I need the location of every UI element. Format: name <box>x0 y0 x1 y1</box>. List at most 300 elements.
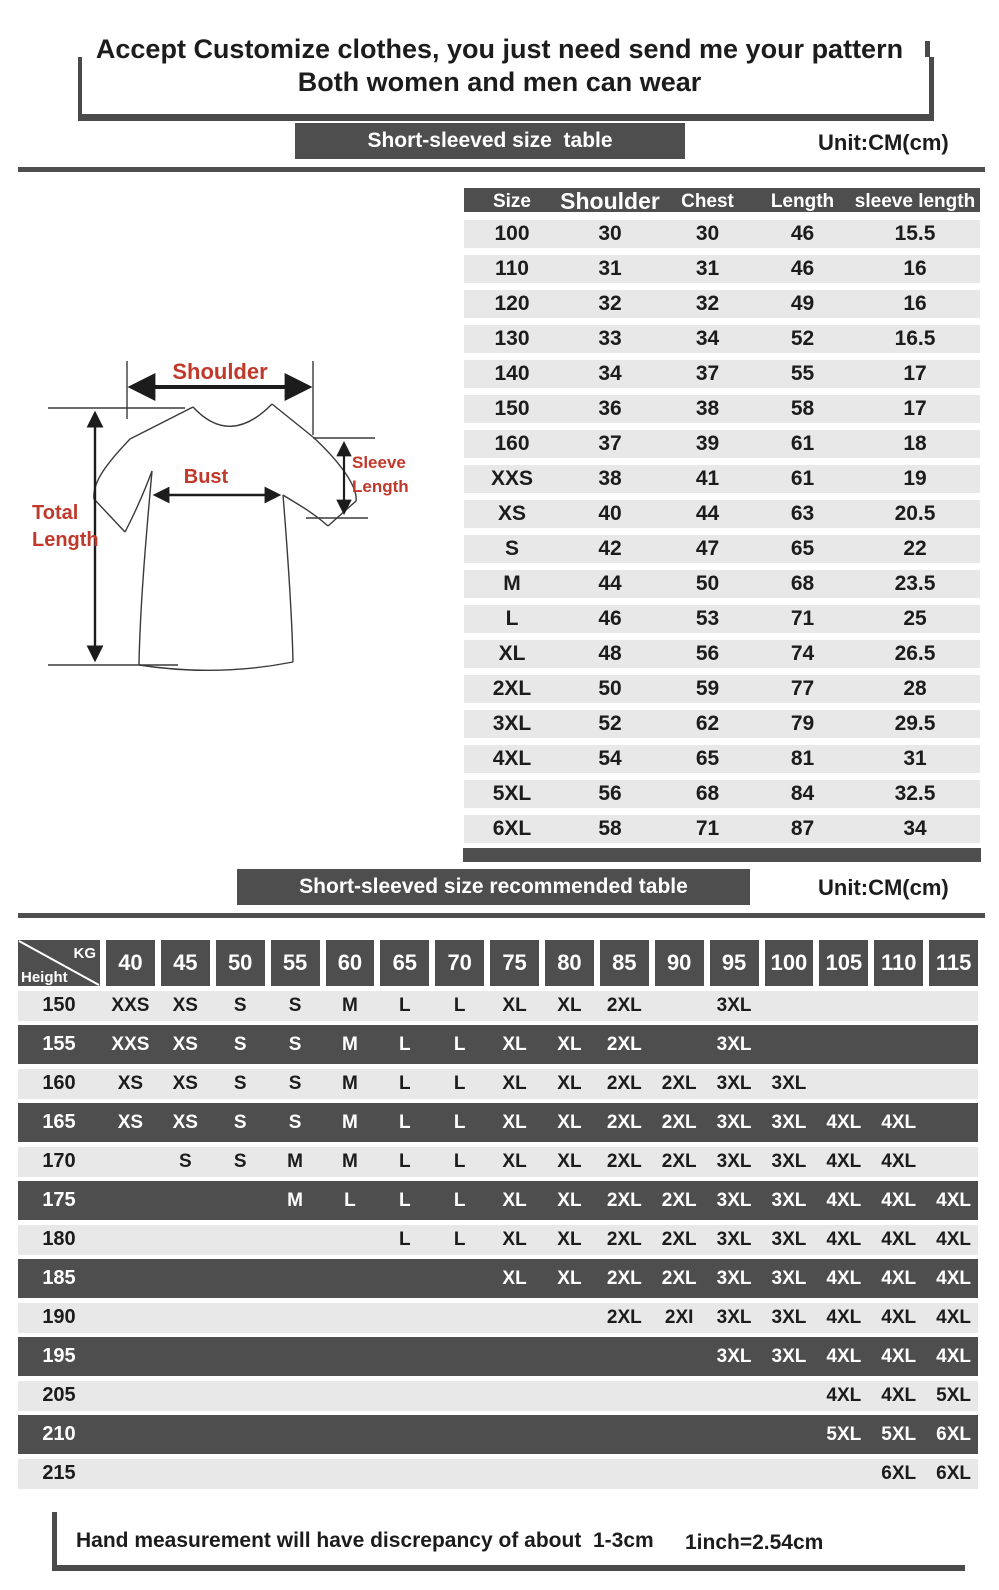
size-table-row <box>464 745 980 773</box>
size-table-cell: 52 <box>598 712 622 735</box>
recommend-table-row-grid <box>18 1147 978 1177</box>
recommend-size-cell: L <box>453 1111 466 1133</box>
recommend-table-row-grid <box>18 1025 978 1064</box>
weight-header-cell: 40 <box>106 940 155 986</box>
recommend-size-cell: XS <box>117 1072 144 1094</box>
size-table-cell: 44 <box>598 572 622 595</box>
kg-height-corner-cell <box>18 940 100 986</box>
recommend-size-cell: 2XL <box>661 1228 697 1250</box>
recommend-size-cell: 3XL <box>771 1150 807 1172</box>
recommend-size-cell: 3XL <box>716 1228 752 1250</box>
size-table-cell: 31 <box>598 257 622 280</box>
recommend-table-row <box>18 1415 978 1454</box>
recommend-table-row <box>18 1381 978 1411</box>
recommend-size-cell: XL <box>557 1189 582 1211</box>
total-length-label-1: Total <box>32 502 79 524</box>
recommend-size-cell: 4XL <box>826 1228 862 1250</box>
recommend-size-cell: 2XL <box>606 1306 642 1328</box>
size-table-row <box>464 290 980 318</box>
size-table-row <box>464 465 980 493</box>
recommend-table-row-grid <box>18 1069 978 1099</box>
recommend-table-header <box>18 940 978 986</box>
recommend-size-cell: 4XL <box>881 1306 917 1328</box>
recommend-table-row <box>18 1069 978 1099</box>
size-table-cell: 41 <box>695 467 720 490</box>
header-line-2: Both women and men can wear <box>297 67 702 97</box>
size-table-cell: 39 <box>695 432 720 455</box>
corner-kg-label: KG <box>73 945 96 962</box>
size-table-cell: 53 <box>695 607 720 630</box>
size-table-footer-bar <box>463 848 981 862</box>
size-table-cell: 68 <box>695 782 720 805</box>
size-table-cell: 3XL <box>492 712 532 735</box>
size-table-cell: 6XL <box>492 817 532 840</box>
recommend-size-cell: XL <box>502 1228 527 1250</box>
sleeve-length-label-2: Length <box>352 477 409 496</box>
recommend-size-cell: XL <box>557 994 582 1016</box>
recommend-table-row <box>18 1337 978 1376</box>
size-table-cell: 28 <box>903 677 927 700</box>
recommend-size-cell: XS <box>172 1072 198 1094</box>
weight-header-cell: 105 <box>819 940 868 986</box>
recommend-size-cell: XS <box>172 1033 198 1055</box>
size-table-cell: 2XL <box>492 677 532 700</box>
recommend-size-cell: 4XL <box>936 1345 971 1367</box>
header-line-1: Accept Customize clothes, you just need send me your pattern <box>95 34 904 64</box>
recommend-size-cell: 2XL <box>661 1072 697 1094</box>
recommend-size-cell: 3XL <box>716 994 752 1016</box>
size-table-body <box>464 213 980 843</box>
recommend-size-cell: 4XL <box>881 1150 917 1172</box>
size-table-cell: 65 <box>790 537 815 560</box>
recommend-size-cell: L <box>399 1228 411 1250</box>
recommend-size-cell: 3XL <box>716 1267 752 1289</box>
footer-bracket-horizontal <box>52 1565 965 1571</box>
size-table-row <box>464 640 980 668</box>
recommend-size-cell: 4XL <box>936 1189 971 1211</box>
recommend-size-cell: 2XL <box>661 1111 697 1133</box>
size-table-cell: 55 <box>790 362 815 385</box>
recommend-size-cell: XL <box>557 1072 582 1094</box>
weight-header-cell: 95 <box>710 940 759 986</box>
recommend-size-cell: 3XL <box>771 1306 807 1328</box>
size-table-row <box>464 605 980 633</box>
size-table-cell: M <box>503 572 521 595</box>
size-table-cell: 5XL <box>492 782 532 805</box>
recommend-table-row-grid <box>18 1181 978 1220</box>
height-label-cell: 175 <box>42 1189 76 1211</box>
weight-header-cell: 65 <box>380 940 429 986</box>
header-bracket <box>78 57 934 121</box>
recommend-size-cell: 3XL <box>716 1189 752 1211</box>
recommend-table-row-grid <box>18 1337 978 1376</box>
recommend-size-cell: 2XL <box>661 1150 697 1172</box>
recommend-size-cell: S <box>233 994 247 1016</box>
size-table-row <box>464 500 980 528</box>
size-table-cell: 25 <box>903 607 927 630</box>
size-table-cell: 23.5 <box>894 572 936 595</box>
size-table-cell: 34 <box>598 362 622 385</box>
size-table-row <box>464 710 980 738</box>
size-table-cell: XL <box>498 642 526 665</box>
recommend-size-cell: S <box>178 1150 192 1172</box>
weight-header-cell: 75 <box>490 940 539 986</box>
size-table-cell: 54 <box>598 747 622 770</box>
weight-header-cell: 50 <box>216 940 265 986</box>
size-table-cell: 37 <box>695 362 720 385</box>
size-table-cell: 47 <box>695 537 720 560</box>
size-table-row <box>464 780 980 808</box>
weight-header-cell: 115 <box>929 940 978 986</box>
recommend-size-cell: 3XL <box>771 1345 807 1367</box>
tshirt-outline <box>94 404 356 670</box>
weight-header-cell: 85 <box>600 940 649 986</box>
size-table-cell: 61 <box>790 467 815 490</box>
recommend-size-cell: L <box>453 994 466 1016</box>
size-table-cell: 30 <box>598 222 622 245</box>
recommend-size-cell: XL <box>502 1111 527 1133</box>
recommend-table-row <box>18 1459 978 1489</box>
recommend-size-cell: XL <box>557 1033 582 1055</box>
recommend-size-cell: 4XL <box>826 1306 862 1328</box>
size-table-cell: 110 <box>495 257 529 280</box>
size-table-cell: 71 <box>695 817 720 840</box>
recommend-size-cell: 4XL <box>826 1150 862 1172</box>
recommend-size-cell: S <box>233 1111 247 1133</box>
recommend-size-cell: 2XL <box>606 1072 642 1094</box>
recommend-size-cell: 4XL <box>881 1111 917 1133</box>
corner-height-label: Height <box>21 969 68 986</box>
size-table-row <box>464 535 980 563</box>
weight-header-cell: 110 <box>874 940 923 986</box>
sleeve-length-label-1: Sleeve <box>352 453 406 472</box>
recommend-table-body <box>18 986 978 1493</box>
recommend-size-cell: L <box>453 1189 466 1211</box>
size-table-cell: 140 <box>494 362 530 385</box>
height-label-cell: 180 <box>42 1228 76 1250</box>
recommend-size-cell: S <box>288 1033 302 1055</box>
header-bracket-right-tip <box>925 41 930 57</box>
size-table-cell: 74 <box>790 642 815 665</box>
recommend-size-cell: 3XL <box>716 1345 752 1367</box>
size-table-cell: S <box>504 537 519 560</box>
footer-conversion: 1inch=2.54cm <box>685 1531 824 1554</box>
size-table-cell: 38 <box>598 467 622 490</box>
size-table-cell: 81 <box>790 747 815 770</box>
size-table-cell: 65 <box>695 747 720 770</box>
footer-bracket-vertical <box>52 1512 57 1570</box>
recommend-size-cell: 4XL <box>936 1267 971 1289</box>
recommend-size-cell: XL <box>557 1111 582 1133</box>
size-table-cell: 42 <box>598 537 622 560</box>
recommend-table-row <box>18 1225 978 1255</box>
recommend-size-cell: 2XL <box>606 1111 642 1133</box>
recommend-size-cell: 4XL <box>881 1267 917 1289</box>
size-table-cell: 31 <box>903 747 927 770</box>
recommend-size-cell: S <box>233 1033 247 1055</box>
size-table-cell: 46 <box>790 222 815 245</box>
recommend-size-cell: L <box>399 994 411 1016</box>
recommend-size-cell: 3XL <box>716 1150 752 1172</box>
recommend-size-cell: XL <box>557 1228 582 1250</box>
size-table-cell: 79 <box>790 712 815 735</box>
bust-label: Bust <box>183 466 229 488</box>
recommend-size-cell: 5XL <box>936 1384 971 1406</box>
size-table-cell: 58 <box>598 817 622 840</box>
recommend-table-row <box>18 1103 978 1142</box>
size-table-cell: 32 <box>695 292 720 315</box>
recommend-size-cell: S <box>288 994 302 1016</box>
recommend-size-cell: L <box>453 1033 466 1055</box>
size-table-row <box>464 360 980 388</box>
recommend-size-cell: L <box>453 1150 466 1172</box>
height-label-cell: 150 <box>42 994 76 1016</box>
recommend-size-cell: 4XL <box>826 1111 862 1133</box>
size-table-cell: 59 <box>695 677 720 700</box>
recommend-table-row <box>18 1147 978 1177</box>
recommend-size-cell: 3XL <box>716 1306 752 1328</box>
recommend-size-cell: L <box>453 1072 466 1094</box>
size-table-row <box>464 255 980 283</box>
recommend-size-cell: XS <box>172 1111 198 1133</box>
recommend-size-cell: XL <box>502 1267 527 1289</box>
size-table-cell: 46 <box>598 607 622 630</box>
recommend-size-cell: M <box>342 1033 358 1055</box>
recommend-size-cell: L <box>399 1150 411 1172</box>
size-table-cell: 32.5 <box>894 782 936 805</box>
recommend-size-cell: XXS <box>111 994 150 1016</box>
size-table-cell: 150 <box>494 397 530 420</box>
recommend-table-row-grid <box>18 1259 978 1298</box>
size-table-cell: 31 <box>695 257 720 280</box>
recommend-size-cell: 4XL <box>936 1306 971 1328</box>
size-table-cell: 29.5 <box>894 712 936 735</box>
recommend-table-row-grid <box>18 1103 978 1142</box>
recommend-table-row <box>18 1303 978 1333</box>
size-table-cell: 17 <box>903 362 927 385</box>
recommend-table-row-grid <box>18 1303 978 1333</box>
size-table-cell: 52 <box>790 327 815 350</box>
size-table-cell: 18 <box>903 432 927 455</box>
size-table-cell: 36 <box>598 397 622 420</box>
size-table-cell: 87 <box>790 817 815 840</box>
size-table-cell: 4XL <box>492 747 532 770</box>
recommend-size-cell: M <box>287 1150 303 1172</box>
size-table-cell: 56 <box>598 782 622 805</box>
recommend-table-row <box>18 1025 978 1064</box>
weight-header-cell: 45 <box>161 940 210 986</box>
size-table-cell: 19 <box>903 467 927 490</box>
recommend-size-cell: XL <box>502 1072 527 1094</box>
recommend-size-cell: 3XL <box>771 1072 807 1094</box>
size-table-header <box>464 188 980 212</box>
size-table-row <box>464 815 980 843</box>
size-table-row <box>464 430 980 458</box>
recommend-size-cell: S <box>288 1111 302 1133</box>
size-table-col-size: Size <box>492 190 532 212</box>
size-table-cell: 22 <box>903 537 927 560</box>
recommend-table-unit: Unit:CM(cm) <box>818 875 949 900</box>
recommend-size-cell: 3XL <box>771 1228 807 1250</box>
size-table-col-length: Length <box>770 190 835 212</box>
size-table-cell: 63 <box>790 502 815 525</box>
tshirt-measurement-diagram <box>30 347 440 702</box>
weight-header-cell: 70 <box>435 940 484 986</box>
size-table-cell: 20.5 <box>894 502 936 525</box>
recommend-size-cell: L <box>453 1228 466 1250</box>
recommend-size-cell: XL <box>557 1267 582 1289</box>
recommend-size-cell: 4XL <box>881 1189 917 1211</box>
recommend-size-cell: 4XL <box>881 1384 917 1406</box>
recommend-size-cell: 5XL <box>881 1423 917 1445</box>
recommend-size-cell: L <box>399 1111 411 1133</box>
size-table-cell: 50 <box>598 677 622 700</box>
size-table-row <box>464 325 980 353</box>
divider-line-top <box>18 167 985 172</box>
size-table-cell: 68 <box>790 572 815 595</box>
recommend-size-cell: 2XL <box>606 1033 642 1055</box>
recommend-size-cell: M <box>342 1072 358 1094</box>
weight-header-cell: 100 <box>765 940 814 986</box>
recommend-size-cell: 4XL <box>826 1189 862 1211</box>
footer-note: Hand measurement will have discrepancy of about 1-3cm <box>76 1529 654 1552</box>
recommend-size-cell: 3XL <box>771 1111 807 1133</box>
size-table-col-sleeve: sleeve length <box>854 190 976 212</box>
size-table-cell: 58 <box>790 397 815 420</box>
recommend-size-cell: 4XL <box>826 1345 862 1367</box>
weight-header-cell: 90 <box>655 940 704 986</box>
size-table-cell: L <box>505 607 519 630</box>
weight-header-cell: 55 <box>271 940 320 986</box>
size-table-cell: 15.5 <box>894 222 936 245</box>
size-table-cell: 33 <box>598 327 622 350</box>
recommend-size-cell: XL <box>557 1150 582 1172</box>
size-table-cell: 120 <box>494 292 530 315</box>
recommend-table-row <box>18 1259 978 1298</box>
size-table-cell: 56 <box>695 642 720 665</box>
height-label-cell: 155 <box>42 1033 76 1055</box>
size-table-cell: 44 <box>695 502 720 525</box>
size-table-col-shoulder: Shoulder <box>560 188 660 214</box>
shoulder-label: Shoulder <box>172 359 268 384</box>
recommend-size-cell: L <box>399 1033 411 1055</box>
recommend-size-cell: S <box>233 1072 247 1094</box>
height-label-cell: 170 <box>42 1150 76 1172</box>
recommend-size-cell: 6XL <box>936 1462 971 1484</box>
size-table-cell: 71 <box>790 607 815 630</box>
height-label-cell: 165 <box>42 1111 76 1133</box>
size-table-cell: 160 <box>494 432 530 455</box>
recommend-size-cell: L <box>344 1189 356 1211</box>
size-table-cell: XXS <box>490 467 534 490</box>
size-table-row <box>464 570 980 598</box>
size-table-cell: 34 <box>903 817 927 840</box>
size-table-cell: 40 <box>598 502 622 525</box>
recommend-size-cell: M <box>287 1189 303 1211</box>
size-table-row <box>464 675 980 703</box>
size-table-cell: 130 <box>494 327 530 350</box>
recommend-size-cell: XL <box>502 1189 527 1211</box>
size-table-cell: 62 <box>695 712 720 735</box>
size-table-cell: 77 <box>790 677 815 700</box>
recommend-size-cell: 3XL <box>771 1189 807 1211</box>
size-table-unit: Unit:CM(cm) <box>818 130 949 155</box>
recommend-size-cell: 6XL <box>881 1462 917 1484</box>
size-table-cell: 50 <box>695 572 720 595</box>
recommend-size-cell: 2XL <box>606 994 642 1016</box>
recommend-size-cell: 4XL <box>881 1228 917 1250</box>
height-label-cell: 195 <box>42 1345 76 1367</box>
size-table-cell: 32 <box>598 292 622 315</box>
recommend-size-cell: 3XL <box>716 1072 752 1094</box>
recommend-size-cell: L <box>399 1189 411 1211</box>
recommend-table-row-grid <box>18 1381 978 1411</box>
recommend-size-cell: 4XL <box>881 1345 917 1367</box>
recommend-table-row-grid <box>18 991 978 1021</box>
recommend-size-cell: 3XL <box>716 1111 752 1133</box>
recommend-size-cell: 5XL <box>826 1423 862 1445</box>
size-table-cell: 30 <box>695 222 720 245</box>
recommend-size-cell: XXS <box>111 1033 150 1055</box>
recommend-size-cell: XS <box>172 994 198 1016</box>
size-table-cell: 38 <box>695 397 720 420</box>
size-table-cell: 16.5 <box>894 327 936 350</box>
size-table-cell: 61 <box>790 432 815 455</box>
recommend-table-banner: Short-sleeved size recommended table <box>237 869 750 905</box>
recommend-size-cell: M <box>342 1111 358 1133</box>
recommend-size-cell: 2XL <box>606 1228 642 1250</box>
recommend-size-cell: 2XL <box>661 1189 697 1211</box>
recommend-table-row-grid <box>18 1459 978 1489</box>
size-table-cell: 46 <box>790 257 815 280</box>
recommend-size-cell: 6XL <box>936 1423 971 1445</box>
size-table-cell: 26.5 <box>894 642 936 665</box>
divider-line-middle <box>18 913 985 918</box>
height-label-cell: 160 <box>42 1072 76 1094</box>
size-table-cell: 34 <box>695 327 720 350</box>
size-table-cell: 48 <box>598 642 622 665</box>
recommend-size-cell: 3XL <box>716 1033 752 1055</box>
recommend-size-cell: 2XL <box>661 1267 697 1289</box>
recommend-size-cell: S <box>288 1072 302 1094</box>
size-table-col-chest: Chest <box>681 190 734 212</box>
recommend-size-cell: 3XL <box>771 1267 807 1289</box>
recommend-size-cell: 2XI <box>664 1306 694 1328</box>
size-table-cell: 49 <box>790 292 815 315</box>
size-table-cell: XS <box>497 502 526 525</box>
recommend-size-cell: 4XL <box>826 1267 862 1289</box>
recommend-table-row-grid <box>18 1225 978 1255</box>
recommend-size-cell: XL <box>502 1033 527 1055</box>
recommend-size-cell: 2XL <box>606 1267 642 1289</box>
recommend-size-cell: 2XL <box>606 1189 642 1211</box>
corner-diagonal <box>18 940 100 986</box>
size-table-cell: 17 <box>903 397 927 420</box>
recommend-table-row <box>18 1181 978 1220</box>
height-label-cell: 185 <box>42 1267 76 1289</box>
height-label-cell: 205 <box>42 1384 76 1406</box>
size-table-cell: 84 <box>790 782 815 805</box>
weight-header-cell: 80 <box>545 940 594 986</box>
weight-header-cell: 60 <box>326 940 375 986</box>
recommend-size-cell: XL <box>502 994 527 1016</box>
height-label-cell: 190 <box>42 1306 76 1328</box>
height-label-cell: 215 <box>42 1462 76 1484</box>
total-length-label-2: Length <box>32 529 99 551</box>
recommend-table-row-grid <box>18 1415 978 1454</box>
recommend-size-cell: XL <box>502 1150 527 1172</box>
size-table-banner: Short-sleeved size table <box>295 123 685 159</box>
